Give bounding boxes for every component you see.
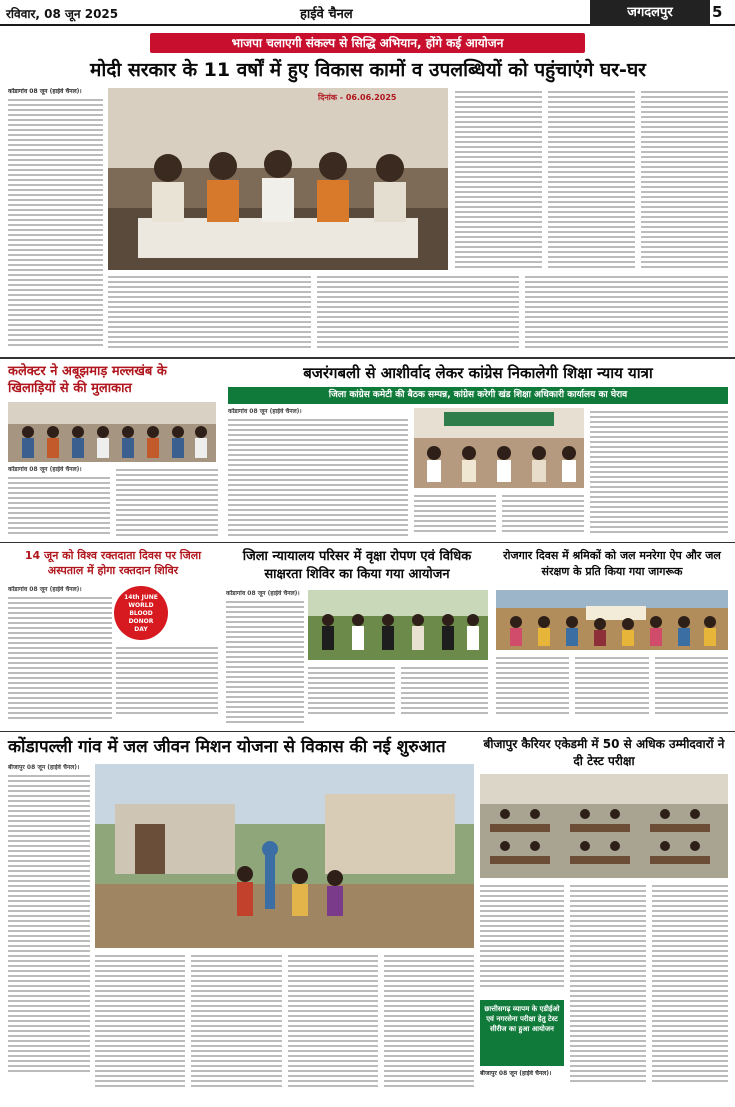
exam-hall-image	[480, 774, 728, 878]
text-column	[228, 408, 408, 538]
players-group-image	[8, 402, 216, 462]
page-header	[0, 0, 735, 26]
text-column	[641, 88, 728, 272]
text-column	[414, 492, 496, 538]
text-column	[108, 273, 311, 353]
bijapur-text	[570, 882, 728, 1100]
bijapur-text-left	[480, 882, 564, 994]
paper-name: हाईवे चैनल	[300, 7, 353, 22]
text-column	[455, 88, 542, 272]
blood-text-right	[116, 644, 218, 726]
edition-city: जगदलपुर	[590, 0, 710, 26]
text-column	[8, 586, 112, 726]
badge-line: DAY	[134, 626, 148, 633]
congress-byline: कोंडागांव 08 जून (हाईवे चैनल)।	[228, 408, 302, 415]
text-column	[502, 492, 584, 538]
text-lines	[8, 99, 103, 346]
kondapalli-headline: कोंडापल्ली गांव में जल जीवन मिशन योजना से विकास की नई शुरुआत	[8, 737, 446, 757]
lead-headline: मोदी सरकार के 11 वर्षों में हुए विकास कामों व उपलब्धियों को पहुंचाएंगे घर-घर	[90, 59, 646, 81]
text-column	[480, 882, 564, 994]
court-text-right	[308, 664, 488, 726]
workers-group-image	[496, 590, 728, 650]
blood-text	[8, 586, 112, 726]
rozgar-headline: रोजगार दिवस में श्रमिकों को जल मनरेगा ऐप और जल संरक्षण के प्रति किया गया जागरूक	[503, 549, 721, 578]
bijapur-photo	[480, 774, 728, 878]
text-column	[288, 952, 378, 1100]
text-column	[652, 882, 728, 1100]
collector-photo	[8, 402, 216, 462]
text-column	[317, 273, 520, 353]
court-byline: कोंडागांव 08 जून (हाईवे चैनल)।	[226, 590, 300, 597]
text-column	[226, 590, 304, 726]
lead-right-columns	[455, 88, 728, 272]
court-photo	[308, 590, 488, 660]
rozgar-text	[496, 654, 728, 726]
collector-byline: कोंडागांव 08 जून (हाईवे चैनल)।	[8, 466, 82, 473]
kondapalli-byline: बीजापुर 08 जून (हाईवे चैनल)।	[8, 764, 80, 771]
kondapalli-photo	[95, 764, 474, 948]
page-number: 5	[712, 3, 723, 21]
divider	[0, 357, 735, 359]
blood-byline: कोंडागांव 08 जून (हाईवे चैनल)।	[8, 586, 82, 593]
text-column	[496, 654, 569, 726]
text-column	[116, 644, 218, 726]
tree-plantation-image	[308, 590, 488, 660]
congress-text-bottom	[414, 492, 584, 538]
text-column	[8, 764, 90, 1100]
text-column	[95, 952, 185, 1100]
text-column	[384, 952, 474, 1100]
congress-photo	[414, 408, 584, 488]
photo-date-caption: दिनांक - 06.06.2025	[318, 93, 397, 102]
bijapur-green-box: छात्तीसगढ़ व्यापम के एडीईओ एवं नगरसेना परीक्षा हेतु टेस्ट सीरीज का हुआ आयोजन	[480, 1000, 564, 1066]
badge-line: BLOOD	[129, 610, 153, 617]
kondapalli-text-bottom	[95, 952, 474, 1100]
text-column	[401, 664, 488, 726]
text-column	[575, 654, 648, 726]
text-column	[525, 273, 728, 353]
lead-column-1	[8, 88, 103, 348]
text-column	[570, 882, 646, 1100]
issue-date: रविवार, 08 जून 2025	[6, 7, 119, 21]
divider	[0, 731, 735, 732]
lead-byline: कोंडागांव 08 जून (हाईवे चैनल)।	[8, 88, 82, 95]
text-column	[191, 952, 281, 1100]
collector-headline: कलेक्टर ने अबूझमाड़ मल्लखंब के खिलाड़ियों से की मुलाकात	[8, 364, 167, 396]
text-column	[548, 88, 635, 272]
blood-headline: 14 जून को विश्व रक्तदाता दिवस पर जिला अस्पताल में होगा रक्तदान शिविर	[24, 549, 202, 577]
text-column	[308, 664, 395, 726]
blood-badge	[114, 586, 168, 640]
divider	[0, 542, 735, 543]
bijapur-headline: बीजापुर कैरियर एकेडमी में 50 से अधिक उम्मीदवारों ने दी टेस्ट परीक्षा	[483, 737, 725, 768]
text-column	[590, 408, 728, 538]
text-column	[116, 466, 218, 536]
badge-line: DONOR	[128, 618, 154, 625]
lead-photo	[108, 88, 448, 270]
text-column	[655, 654, 728, 726]
meeting-image	[414, 408, 584, 488]
text-column	[8, 466, 110, 536]
bijapur-byline-block	[480, 1070, 564, 1100]
collector-text	[8, 466, 218, 536]
congress-text	[228, 408, 408, 538]
congress-sub-band: जिला कांग्रेस कमेटी की बैठक सम्पन्न, कांग्रेस करेगी खंड शिक्षा अधिकारी कार्यालय का घेराव	[228, 387, 728, 404]
lead-text-columns	[108, 273, 728, 353]
lead-kicker: भाजपा चलाएगी संकल्प से सिद्धि अभियान, होंगे कई आयोजन	[150, 33, 585, 53]
court-text	[226, 590, 304, 726]
kondapalli-text	[8, 764, 90, 1100]
court-headline: जिला न्यायालय परिसर में वृक्षा रोपण एवं विधिक साक्षरता शिविर का किया गया आयोजन	[242, 549, 472, 582]
water-mission-image	[95, 764, 474, 948]
congress-text-right	[590, 408, 728, 538]
bijapur-byline: बीजापुर 08 जून (हाईवे चैनल)।	[480, 1070, 552, 1077]
press-conference-image	[108, 88, 448, 270]
badge-line: 14th JUNE	[124, 594, 158, 601]
congress-headline: बजरंगबली से आशीर्वाद लेकर कांग्रेस निकालेगी शिक्षा न्याय यात्रा	[303, 364, 653, 382]
rozgar-photo	[496, 590, 728, 650]
badge-line: WORLD	[128, 602, 154, 609]
